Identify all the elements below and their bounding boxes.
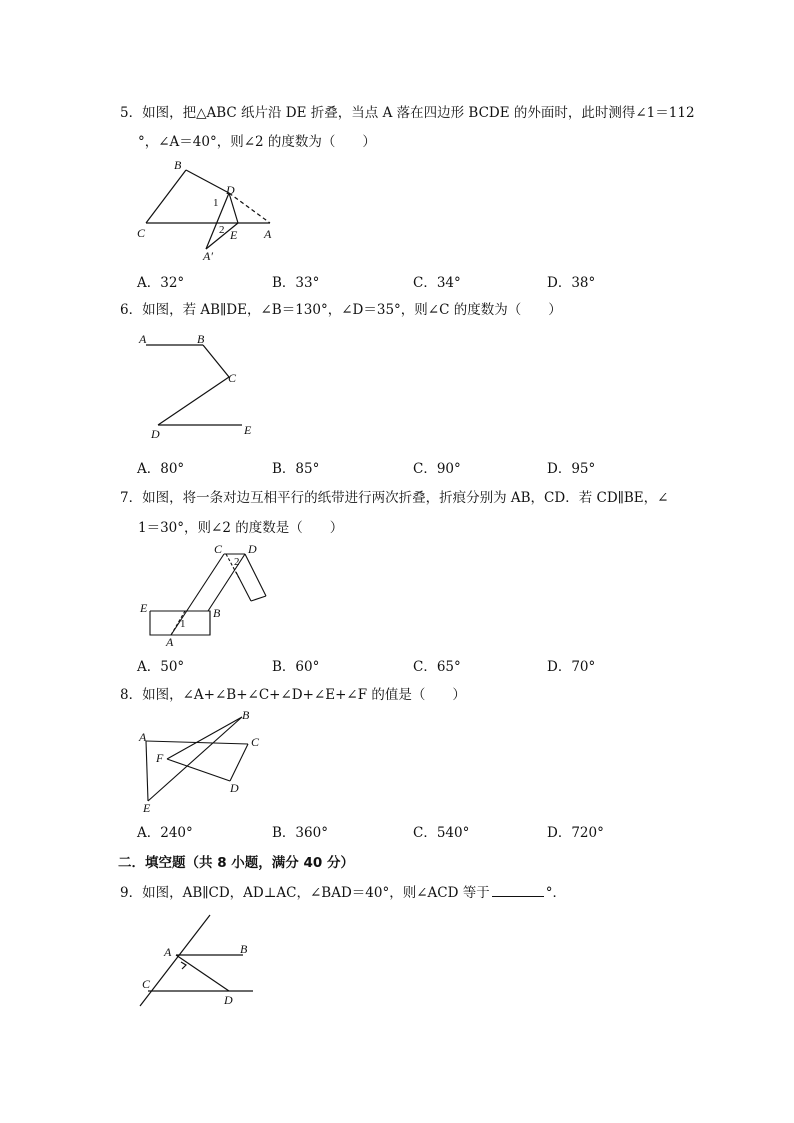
q9-label-C: C	[142, 977, 151, 991]
q6-option-d: D．95°	[547, 461, 596, 477]
q5-angle-2: 2	[219, 224, 225, 236]
q5-label-A-prime: A′	[203, 249, 213, 263]
q6-label-B: B	[197, 332, 205, 346]
q5-label-B: B	[174, 158, 182, 172]
q8-label-F: F	[156, 751, 164, 765]
q7-option-d: D．70°	[547, 659, 596, 675]
q7-option-b: B．60°	[272, 659, 320, 675]
q6-option-a: A．80°	[137, 461, 185, 477]
q9-label-B: B	[240, 942, 248, 956]
q6-label-E: E	[244, 423, 252, 437]
q5-option-c: C．34°	[413, 275, 461, 291]
q6-label-A: A	[139, 332, 147, 346]
q5-label-C: C	[137, 226, 146, 240]
q7-label-E: E	[140, 601, 148, 615]
q6-option-c: C．90°	[413, 461, 461, 477]
q8-option-b: B．360°	[272, 825, 328, 841]
q5-label-E: E	[230, 228, 238, 242]
q7-option-c: C．65°	[413, 659, 461, 675]
q9-text-unit: °．	[545, 885, 566, 901]
q7-label-A: A	[166, 635, 174, 649]
q5-angle-1: 1	[213, 197, 219, 209]
q9-text-stem: 9．如图，AB∥CD，AD⊥AC，∠BAD＝40°，则∠ACD 等于	[120, 885, 490, 901]
q5-option-a: A．32°	[137, 275, 185, 291]
q8-text-line1: 8．如图，∠A+∠B+∠C+∠D+∠E+∠F 的值是（ ）	[120, 687, 466, 703]
q8-label-C: C	[251, 735, 260, 749]
q7-option-a: A．50°	[137, 659, 185, 675]
q6-option-b: B．85°	[272, 461, 320, 477]
q8-label-B: B	[242, 708, 250, 722]
q7-angle-1: 1	[180, 618, 186, 630]
q5-label-D: D	[226, 183, 235, 197]
q7-text-line2: 1＝30°，则∠2 的度数是（ ）	[138, 520, 344, 536]
q6-label-C: C	[228, 371, 237, 385]
q7-label-C: C	[214, 542, 223, 556]
q7-angle-2: 2	[234, 556, 240, 568]
q8-label-E: E	[143, 801, 151, 815]
q5-label-A: A	[264, 227, 272, 241]
q8-label-D: D	[230, 781, 239, 795]
q6-text-line1: 6．如图，若 AB∥DE，∠B＝130°，∠D＝35°，则∠C 的度数为（ ）	[120, 302, 562, 318]
q7-text-line1: 7．如图，将一条对边互相平行的纸带进行两次折叠，折痕分别为 AB，CD．若 CD∥BE，∠	[120, 490, 669, 506]
q5-option-b: B．33°	[272, 275, 320, 291]
q5-text-line2: °，∠A＝40°，则∠2 的度数为（ ）	[138, 134, 376, 150]
q8-option-a: A．240°	[137, 825, 193, 841]
q7-label-D: D	[248, 542, 257, 556]
section-heading-fill-in: 二．填空题（共 8 小题，满分 40 分）	[118, 855, 354, 871]
q9-label-A: A	[164, 945, 172, 959]
q8-option-c: C．540°	[413, 825, 470, 841]
q9-label-D: D	[224, 993, 233, 1007]
q5-option-d: D．38°	[547, 275, 596, 291]
q8-label-A: A	[139, 730, 147, 744]
q6-label-D: D	[151, 427, 160, 441]
q8-option-d: D．720°	[547, 825, 604, 841]
q5-text-line1: 5．如图，把△ABC 纸片沿 DE 折叠，当点 A 落在四边形 BCDE 的外面时，此时测得∠1＝112	[120, 105, 695, 121]
q7-label-B: B	[213, 606, 221, 620]
